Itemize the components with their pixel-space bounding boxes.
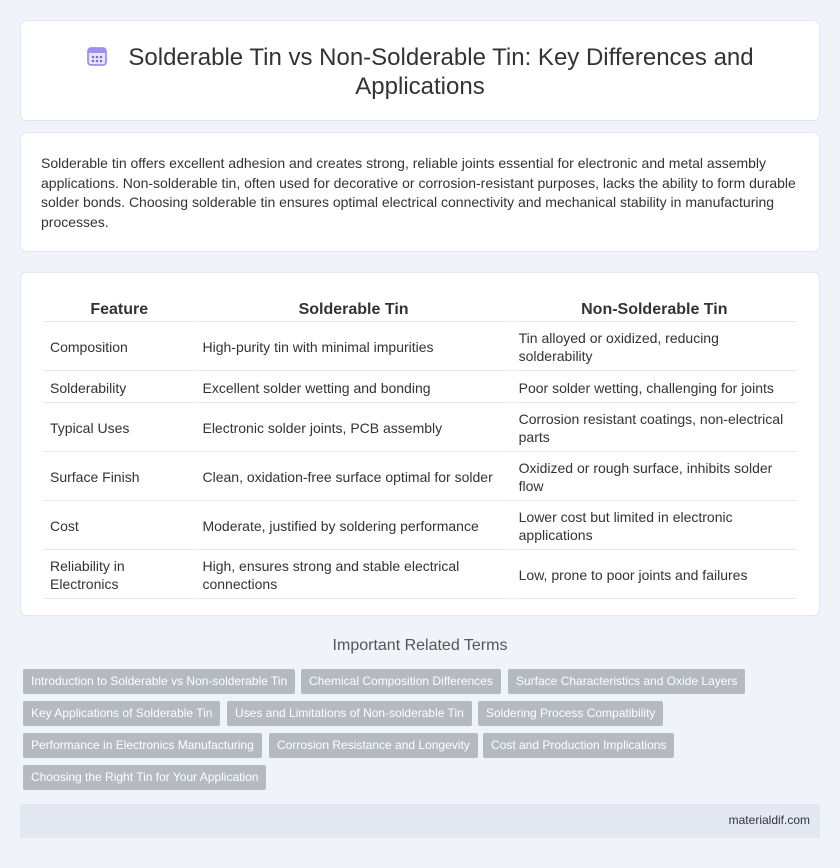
footer-site-link[interactable]: materialdif.com	[728, 813, 810, 827]
related-term-tag[interactable]: Performance in Electronics Manufacturing	[23, 733, 262, 758]
table-row	[44, 454, 796, 501]
table-row	[44, 324, 796, 371]
related-term-tag[interactable]: Choosing the Right Tin for Your Application	[23, 765, 266, 790]
non-solderable-cell: Lower cost but limited in electronic applications	[513, 503, 796, 550]
non-solderable-cell: Corrosion resistant coatings, non-electrical parts	[513, 405, 796, 452]
solderable-cell: High, ensures strong and stable electrical connections	[196, 552, 510, 599]
non-solderable-cell: Poor solder wetting, challenging for joints	[513, 373, 796, 403]
column-header-feature: Feature	[44, 296, 194, 322]
table-row	[44, 552, 796, 599]
related-term-tag[interactable]: Cost and Production Implications	[483, 733, 674, 758]
column-header-non-solderable: Non-Solderable Tin	[513, 296, 796, 322]
header-card	[20, 20, 820, 121]
related-term-tag[interactable]: Introduction to Solderable vs Non-solderable Tin	[23, 669, 295, 694]
page-title-wrap	[21, 43, 819, 101]
related-term-tag[interactable]: Key Applications of Solderable Tin	[23, 701, 220, 726]
non-solderable-cell: Tin alloyed or oxidized, reducing solderability	[513, 324, 796, 371]
table-row	[44, 373, 796, 403]
intro-card	[20, 132, 820, 252]
non-solderable-cell: Low, prone to poor joints and failures	[513, 552, 796, 599]
feature-cell: Cost	[44, 503, 194, 550]
feature-cell: Surface Finish	[44, 454, 194, 501]
feature-cell: Reliability in Electronics	[44, 552, 194, 599]
comparison-table-card	[20, 272, 820, 616]
feature-cell: Solderability	[44, 373, 194, 403]
table-row	[44, 503, 796, 550]
related-term-tag[interactable]: Corrosion Resistance and Longevity	[269, 733, 478, 758]
solderable-cell: Excellent solder wetting and bonding	[196, 373, 510, 403]
solderable-cell: Electronic solder joints, PCB assembly	[196, 405, 510, 452]
column-header-solderable: Solderable Tin	[196, 296, 510, 322]
comparison-table	[42, 294, 798, 601]
page-title: Solderable Tin vs Non-Solderable Tin: Key Differences and Applications	[128, 44, 754, 100]
solderable-cell: Moderate, justified by soldering performance	[196, 503, 510, 550]
solderable-cell: High-purity tin with minimal impurities	[196, 324, 510, 371]
solderable-cell: Clean, oxidation-free surface optimal for solder	[196, 454, 510, 501]
related-term-tag[interactable]: Uses and Limitations of Non-solderable Tin	[227, 701, 472, 726]
feature-cell: Composition	[44, 324, 194, 371]
related-term-tag[interactable]: Chemical Composition Differences	[301, 669, 501, 694]
related-term-tag[interactable]: Surface Characteristics and Oxide Layers	[508, 669, 745, 694]
related-terms-heading: Important Related Terms	[332, 637, 508, 654]
table-header-row	[44, 296, 796, 322]
table-row	[44, 405, 796, 452]
related-term-tag[interactable]: Soldering Process Compatibility	[478, 701, 663, 726]
feature-cell: Typical Uses	[44, 405, 194, 452]
footer-bar	[20, 804, 820, 838]
calendar-grid-icon	[86, 45, 108, 67]
non-solderable-cell: Oxidized or rough surface, inhibits solder flow	[513, 454, 796, 501]
intro-paragraph: Solderable tin offers excellent adhesion and creates strong, reliable joints essential for electronic and metal assembly applications. Non-solderable tin, often used for decorative or corrosion-resistant purposes, lacks the ability to form durable solder bonds. Choosing solderable tin ensures optimal electrical connectivity and mechanical stability in manufacturing processes.	[41, 155, 796, 230]
